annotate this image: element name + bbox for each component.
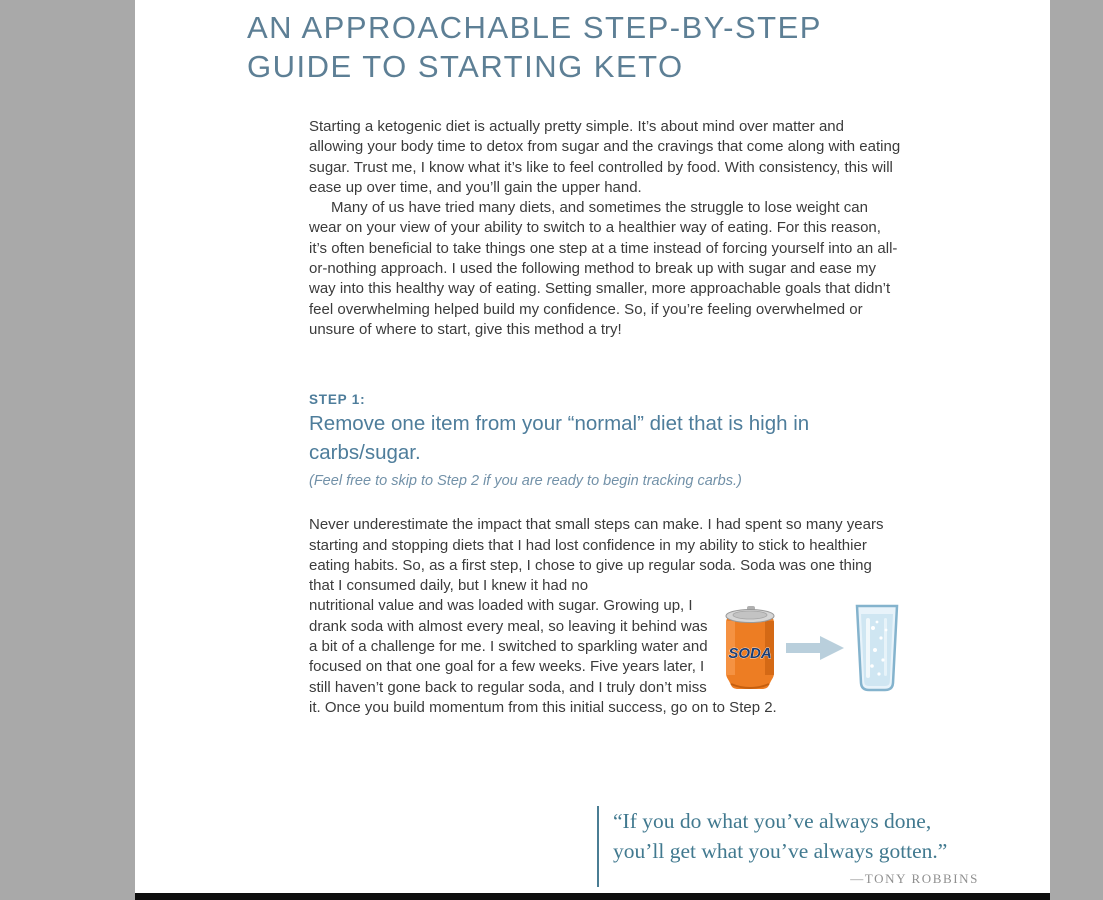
step1-paragraph-b-block <box>309 596 901 718</box>
document-page <box>135 0 1050 900</box>
sparkling-water-glass-icon <box>853 604 901 692</box>
step1-note: (Feel free to skip to Step 2 if you are ready to begin tracking carbs.) <box>309 473 742 490</box>
soda-can-label: SODA <box>728 645 772 663</box>
page-title: AN APPROACHABLE STEP-BY-STEP GUIDE TO STARTING KETO <box>247 10 822 84</box>
quote-attribution: —TONY ROBBINS <box>850 871 979 886</box>
step1-paragraph-a: Never underestimate the impact that small steps can make. I had spent so many years starting and stopping diets that I had lost confidence in my ability to stick to healthier eating habits. So, as a first step, I chose to give up regular soda. Soda was one thing that I consumed daily, but I knew it had no <box>309 516 884 595</box>
soda-can-icon <box>723 604 777 692</box>
footer-bar <box>135 893 1050 900</box>
step1-paragraph-b: nutritional value and was loaded with sugar. Growing up, I drank soda with almost every meal, so leaving it behind was a bit of a challenge for me. I switched to sparkling water and focused on that one goal for a few weeks. Five years later, I still haven’t gone back to regular soda, and I truly don’t miss it. Once you build momentum from this initial success, go on to Step 2. <box>309 597 777 716</box>
pull-quote <box>597 806 979 887</box>
intro-paragraph-2: Many of us have tried many diets, and sometimes the struggle to lose weight can wear on your view of your ability to switch to a healthier way of eating. For this reason, it’s often beneficial to take things one step at a time instead of forcing yourself into an all-or-nothing approach. I used the following method to break up with sugar and ease my way into this healthy way of eating. Setting smaller, more approachable goals that didn’t feel overwhelming helped build my confidence. So, if you’re feeling overwhelmed or unsure of where to start, give this method a try! <box>309 199 898 338</box>
intro-paragraph-1: Starting a ketogenic diet is actually pretty simple. It’s about mind over matter and allowing your body time to detox from sugar and the cravings that come along with eating sugar. Trust me, I know what it’s like to feel controlled by food. With consistency, this will ease up over time, and you’ll gain the upper hand. <box>309 118 901 196</box>
soda-to-water-illustration <box>723 604 901 692</box>
step1-label: STEP 1: <box>309 392 366 408</box>
page-content <box>309 117 901 718</box>
quote-text: “If you do what you’ve always done, you’ll get what you’ve always gotten.” <box>613 809 948 863</box>
step1-header-block <box>309 392 901 489</box>
arrow-right-icon <box>786 635 844 661</box>
step1-heading: Remove one item from your “normal” diet that is high in carbs/sugar. <box>309 412 810 464</box>
